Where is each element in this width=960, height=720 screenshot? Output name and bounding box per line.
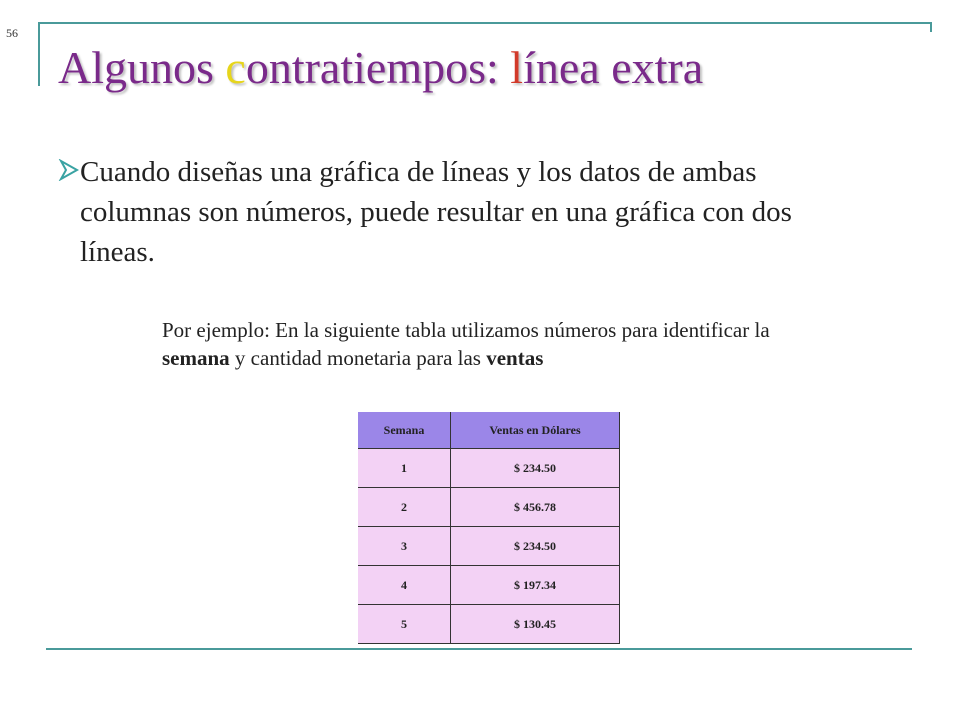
cell-week: 5 (358, 605, 451, 644)
title-highlight-l: l (510, 42, 524, 93)
example-bold-ventas: ventas (486, 346, 544, 370)
cell-sales: $ 130.45 (451, 605, 620, 644)
table-header-row (358, 412, 620, 449)
cell-week: 2 (358, 488, 451, 527)
title-part-1: Algunos (58, 42, 226, 93)
table-row (358, 527, 620, 566)
bullet-text: Cuando diseñas una gráfica de líneas y los datos de ambas columnas son números, puede resultar en una gráfica con dos líneas. (80, 156, 792, 268)
example-prefix: Por ejemplo: En la siguiente tabla utilizamos números para identificar la (162, 318, 770, 342)
title-highlight-c: c (225, 42, 246, 93)
bullet-point (58, 152, 858, 272)
title-highlight-e: e (611, 42, 632, 93)
table-row (358, 605, 620, 644)
example-text (162, 316, 822, 372)
column-header-ventas: Ventas en Dólares (451, 412, 620, 449)
example-middle: y cantidad monetaria para las (229, 346, 487, 370)
top-rule-divider (38, 22, 932, 24)
title-part-2: ontratiempos: (245, 42, 511, 93)
cell-sales: $ 197.34 (451, 566, 620, 605)
title-part-3: ínea (523, 42, 612, 93)
cell-sales: $ 456.78 (451, 488, 620, 527)
arrow-bullet-icon (58, 152, 80, 272)
slide-number: 56 (6, 26, 18, 40)
cell-week: 4 (358, 566, 451, 605)
table-row (358, 488, 620, 527)
example-bold-semana: semana (162, 346, 230, 370)
table-row (358, 566, 620, 605)
right-rule-divider (930, 22, 932, 32)
title-part-4: xtra (631, 42, 704, 93)
sales-table (358, 412, 620, 644)
slide-title (58, 40, 703, 96)
bottom-rule-divider (46, 648, 912, 650)
cell-week: 3 (358, 527, 451, 566)
left-rule-divider (38, 22, 40, 86)
arrow-bullet-icon-svg (58, 159, 80, 181)
column-header-semana: Semana (358, 412, 451, 449)
table-row (358, 449, 620, 488)
cell-week: 1 (358, 449, 451, 488)
cell-sales: $ 234.50 (451, 449, 620, 488)
cell-sales: $ 234.50 (451, 527, 620, 566)
